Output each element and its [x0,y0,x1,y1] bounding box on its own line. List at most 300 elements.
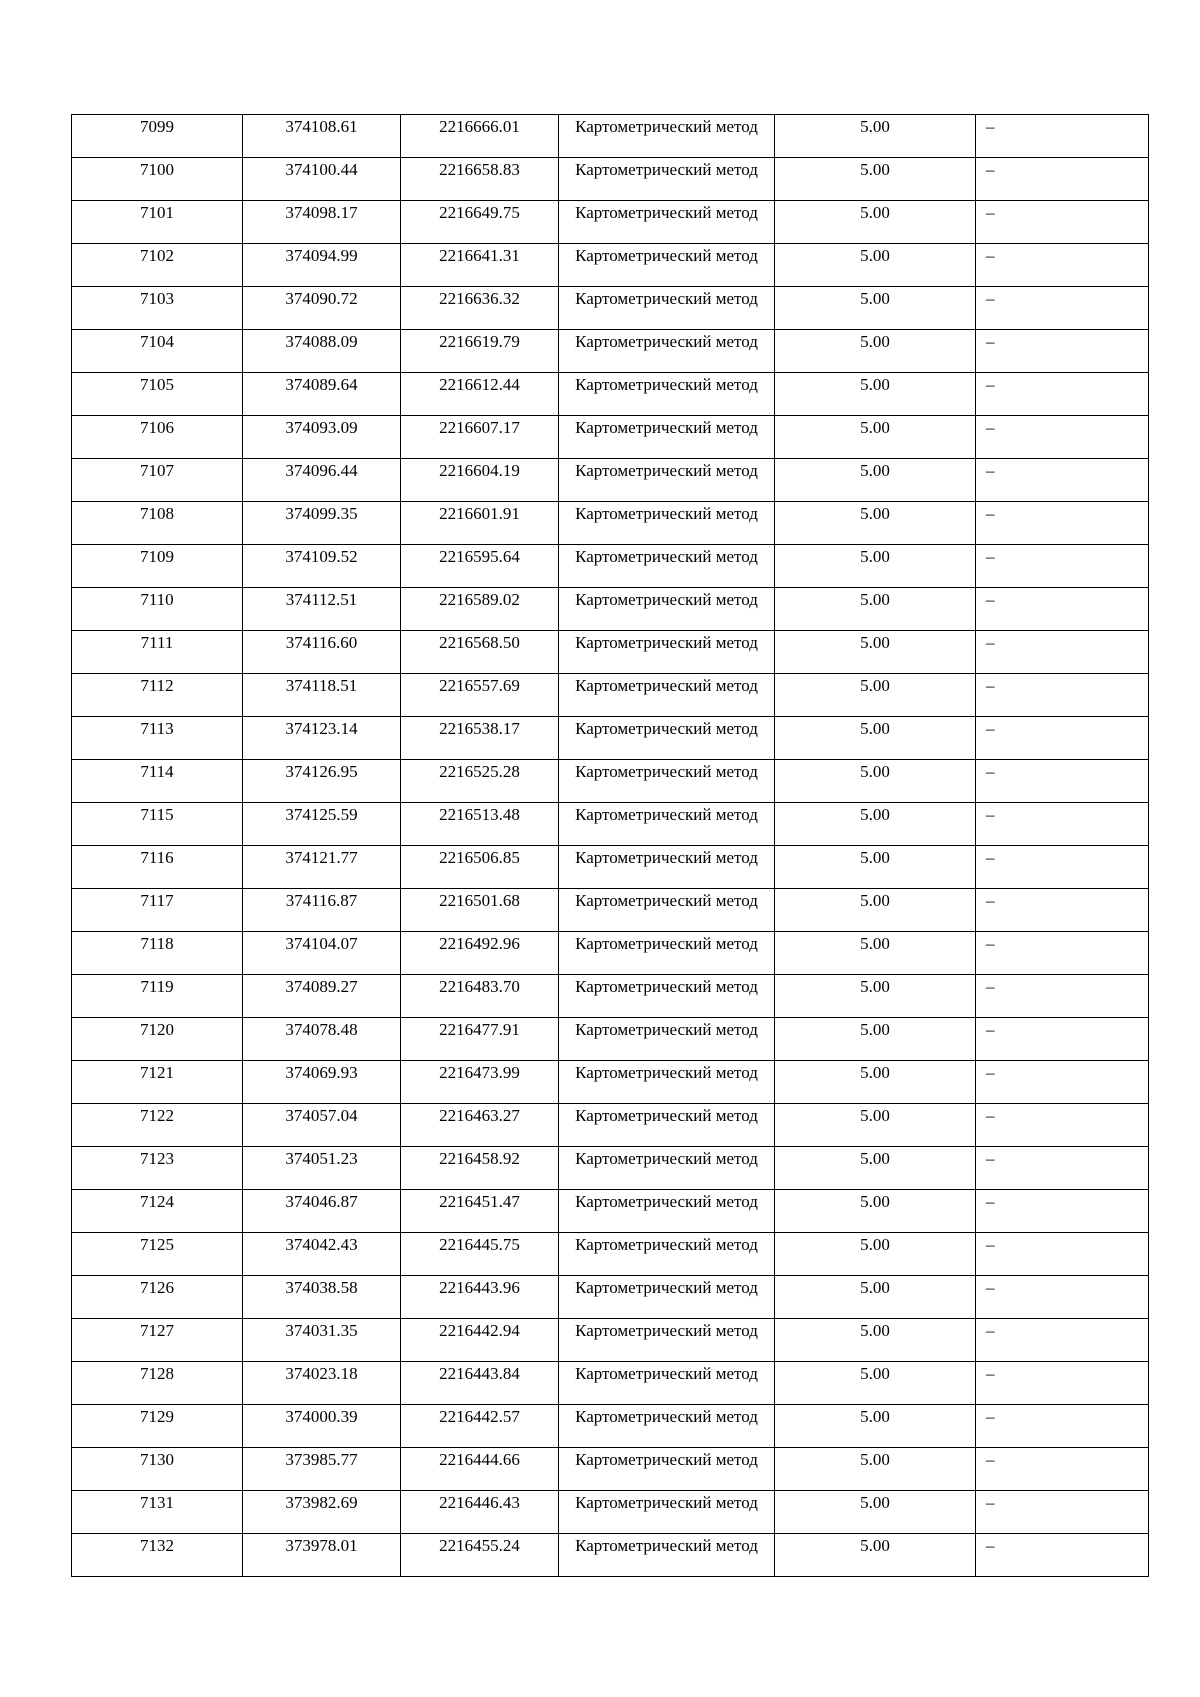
y-coordinate-text: 2216442.57 [439,1407,520,1426]
y-coordinate-cell [401,545,559,588]
method-text: Картометрический метод [575,633,758,652]
coordinates-table-body [72,115,1149,1577]
method-text: Картометрический метод [575,977,758,996]
accuracy-cell [775,1491,976,1534]
accuracy-cell [775,1362,976,1405]
accuracy-text: 5.00 [860,289,890,308]
x-coordinate-text: 374046.87 [285,1192,358,1211]
point-number-cell [72,1362,243,1405]
x-coordinate-text: 373982.69 [285,1493,358,1512]
accuracy-cell [775,1190,976,1233]
x-coordinate-cell [243,1319,401,1362]
table-row [72,502,1149,545]
description-cell [976,459,1149,502]
y-coordinate-text: 2216604.19 [439,461,520,480]
table-row [72,330,1149,373]
method-text: Картометрический метод [575,203,758,222]
y-coordinate-text: 2216666.01 [439,117,520,136]
y-coordinate-text: 2216442.94 [439,1321,520,1340]
accuracy-cell [775,1534,976,1577]
x-coordinate-text: 374078.48 [285,1020,358,1039]
x-coordinate-cell [243,846,401,889]
table-row [72,975,1149,1018]
method-text: Картометрический метод [575,805,758,824]
table-row [72,545,1149,588]
accuracy-text: 5.00 [860,1321,890,1340]
point-number-cell [72,201,243,244]
x-coordinate-cell [243,459,401,502]
x-coordinate-cell [243,803,401,846]
method-cell [559,889,775,932]
point-number-text: 7128 [140,1364,174,1383]
point-number-text: 7131 [140,1493,174,1512]
x-coordinate-cell [243,1190,401,1233]
method-text: Картометрический метод [575,1321,758,1340]
table-row [72,1362,1149,1405]
x-coordinate-cell [243,1233,401,1276]
description-cell [976,1147,1149,1190]
description-text: – [986,332,995,351]
description-cell [976,1362,1149,1405]
accuracy-cell [775,1018,976,1061]
method-text: Картометрический метод [575,1407,758,1426]
description-cell [976,674,1149,717]
table-row [72,373,1149,416]
accuracy-text: 5.00 [860,547,890,566]
point-number-cell [72,1319,243,1362]
accuracy-text: 5.00 [860,1364,890,1383]
accuracy-text: 5.00 [860,1450,890,1469]
description-text: – [986,1106,995,1125]
description-cell [976,846,1149,889]
table-row [72,760,1149,803]
accuracy-cell [775,803,976,846]
x-coordinate-cell [243,416,401,459]
y-coordinate-cell [401,1147,559,1190]
x-coordinate-cell [243,1061,401,1104]
method-text: Картометрический метод [575,1149,758,1168]
x-coordinate-cell [243,889,401,932]
y-coordinate-cell [401,244,559,287]
table-row [72,1104,1149,1147]
point-number-cell [72,1190,243,1233]
x-coordinate-cell [243,1362,401,1405]
method-text: Картометрический метод [575,418,758,437]
x-coordinate-text: 374089.27 [285,977,358,996]
description-text: – [986,590,995,609]
x-coordinate-cell [243,1491,401,1534]
table-row [72,717,1149,760]
y-coordinate-text: 2216619.79 [439,332,520,351]
table-row [72,846,1149,889]
description-cell [976,1534,1149,1577]
accuracy-text: 5.00 [860,203,890,222]
y-coordinate-text: 2216446.43 [439,1493,520,1512]
x-coordinate-text: 374038.58 [285,1278,358,1297]
point-number-text: 7132 [140,1536,174,1555]
description-cell [976,1448,1149,1491]
point-number-text: 7110 [140,590,174,609]
accuracy-cell [775,932,976,975]
y-coordinate-text: 2216601.91 [439,504,520,523]
table-row [72,201,1149,244]
description-text: – [986,891,995,910]
table-row [72,158,1149,201]
point-number-cell [72,932,243,975]
accuracy-text: 5.00 [860,719,890,738]
y-coordinate-cell [401,1362,559,1405]
x-coordinate-text: 374123.14 [285,719,358,738]
method-cell [559,373,775,416]
accuracy-cell [775,1147,976,1190]
method-cell [559,1233,775,1276]
table-row [72,115,1149,158]
y-coordinate-cell [401,330,559,373]
y-coordinate-cell [401,373,559,416]
x-coordinate-text: 374104.07 [285,934,358,953]
description-cell [976,244,1149,287]
point-number-cell [72,760,243,803]
method-text: Картометрический метод [575,1020,758,1039]
table-row [72,803,1149,846]
accuracy-cell [775,287,976,330]
x-coordinate-cell [243,674,401,717]
description-text: – [986,246,995,265]
accuracy-cell [775,588,976,631]
x-coordinate-text: 374089.64 [285,375,358,394]
method-cell [559,1534,775,1577]
accuracy-text: 5.00 [860,418,890,437]
point-number-cell [72,459,243,502]
accuracy-cell [775,889,976,932]
description-cell [976,975,1149,1018]
description-text: – [986,762,995,781]
accuracy-text: 5.00 [860,160,890,179]
y-coordinate-cell [401,1319,559,1362]
description-text: – [986,203,995,222]
accuracy-cell [775,201,976,244]
description-text: – [986,504,995,523]
description-cell [976,1276,1149,1319]
accuracy-cell [775,1104,976,1147]
x-coordinate-cell [243,158,401,201]
table-row [72,674,1149,717]
y-coordinate-cell [401,201,559,244]
point-number-text: 7120 [140,1020,174,1039]
y-coordinate-cell [401,760,559,803]
accuracy-cell [775,330,976,373]
description-text: – [986,375,995,394]
accuracy-text: 5.00 [860,805,890,824]
accuracy-cell [775,674,976,717]
y-coordinate-text: 2216557.69 [439,676,520,695]
method-cell [559,717,775,760]
description-text: – [986,1364,995,1383]
x-coordinate-text: 374125.59 [285,805,358,824]
accuracy-text: 5.00 [860,504,890,523]
x-coordinate-cell [243,1448,401,1491]
description-cell [976,1319,1149,1362]
y-coordinate-text: 2216568.50 [439,633,520,652]
point-number-cell [72,416,243,459]
point-number-text: 7112 [140,676,174,695]
description-cell [976,1104,1149,1147]
y-coordinate-cell [401,674,559,717]
description-text: – [986,676,995,695]
x-coordinate-text: 374093.09 [285,418,358,437]
x-coordinate-text: 374051.23 [285,1149,358,1168]
method-cell [559,1190,775,1233]
description-text: – [986,633,995,652]
table-row [72,287,1149,330]
y-coordinate-cell [401,975,559,1018]
method-text: Картометрический метод [575,1493,758,1512]
point-number-text: 7101 [140,203,174,222]
point-number-text: 7100 [140,160,174,179]
point-number-text: 7117 [140,891,174,910]
method-text: Картометрический метод [575,891,758,910]
x-coordinate-text: 374108.61 [285,117,358,136]
x-coordinate-text: 374100.44 [285,160,358,179]
description-text: – [986,848,995,867]
y-coordinate-text: 2216483.70 [439,977,520,996]
point-number-text: 7121 [140,1063,174,1082]
description-text: – [986,117,995,136]
point-number-cell [72,1405,243,1448]
x-coordinate-cell [243,717,401,760]
y-coordinate-text: 2216513.48 [439,805,520,824]
point-number-cell [72,588,243,631]
method-cell [559,1104,775,1147]
y-coordinate-cell [401,115,559,158]
method-text: Картометрический метод [575,719,758,738]
table-row [72,1276,1149,1319]
method-cell [559,201,775,244]
method-text: Картометрический метод [575,547,758,566]
y-coordinate-text: 2216473.99 [439,1063,520,1082]
x-coordinate-text: 374099.35 [285,504,358,523]
x-coordinate-cell [243,115,401,158]
point-number-text: 7104 [140,332,174,351]
method-cell [559,416,775,459]
y-coordinate-text: 2216501.68 [439,891,520,910]
method-cell [559,158,775,201]
method-cell [559,631,775,674]
x-coordinate-text: 374121.77 [285,848,358,867]
description-cell [976,1491,1149,1534]
method-text: Картометрический метод [575,160,758,179]
point-number-cell [72,244,243,287]
accuracy-text: 5.00 [860,1235,890,1254]
accuracy-text: 5.00 [860,1020,890,1039]
x-coordinate-text: 374098.17 [285,203,358,222]
method-cell [559,674,775,717]
description-text: – [986,1450,995,1469]
point-number-cell [72,846,243,889]
y-coordinate-text: 2216463.27 [439,1106,520,1125]
point-number-text: 7127 [140,1321,174,1340]
accuracy-text: 5.00 [860,1063,890,1082]
point-number-cell [72,1018,243,1061]
y-coordinate-text: 2216649.75 [439,203,520,222]
description-cell [976,1018,1149,1061]
x-coordinate-cell [243,1276,401,1319]
point-number-cell [72,803,243,846]
description-text: – [986,1149,995,1168]
accuracy-text: 5.00 [860,461,890,480]
method-text: Картометрический метод [575,504,758,523]
point-number-cell [72,330,243,373]
table-row [72,631,1149,674]
y-coordinate-cell [401,717,559,760]
y-coordinate-cell [401,287,559,330]
method-text: Картометрический метод [575,1364,758,1383]
point-number-cell [72,373,243,416]
method-text: Картометрический метод [575,1278,758,1297]
accuracy-text: 5.00 [860,676,890,695]
point-number-cell [72,502,243,545]
description-text: – [986,1536,995,1555]
accuracy-text: 5.00 [860,934,890,953]
method-cell [559,1405,775,1448]
y-coordinate-cell [401,1491,559,1534]
table-row [72,588,1149,631]
x-coordinate-cell [243,502,401,545]
point-number-cell [72,717,243,760]
point-number-text: 7103 [140,289,174,308]
y-coordinate-text: 2216607.17 [439,418,520,437]
point-number-cell [72,287,243,330]
y-coordinate-text: 2216451.47 [439,1192,520,1211]
description-cell [976,760,1149,803]
description-text: – [986,418,995,437]
x-coordinate-text: 374031.35 [285,1321,358,1340]
method-cell [559,330,775,373]
description-text: – [986,805,995,824]
y-coordinate-cell [401,1534,559,1577]
description-cell [976,889,1149,932]
y-coordinate-cell [401,932,559,975]
x-coordinate-text: 374090.72 [285,289,358,308]
y-coordinate-cell [401,1104,559,1147]
x-coordinate-cell [243,932,401,975]
method-cell [559,1276,775,1319]
accuracy-text: 5.00 [860,1192,890,1211]
x-coordinate-cell [243,330,401,373]
point-number-cell [72,1147,243,1190]
description-cell [976,1061,1149,1104]
accuracy-cell [775,416,976,459]
x-coordinate-cell [243,373,401,416]
point-number-text: 7106 [140,418,174,437]
y-coordinate-text: 2216589.02 [439,590,520,609]
description-cell [976,373,1149,416]
table-row [72,1319,1149,1362]
accuracy-text: 5.00 [860,246,890,265]
x-coordinate-text: 374109.52 [285,547,358,566]
y-coordinate-cell [401,1018,559,1061]
accuracy-cell [775,1276,976,1319]
y-coordinate-text: 2216443.84 [439,1364,520,1383]
x-coordinate-cell [243,201,401,244]
accuracy-text: 5.00 [860,1536,890,1555]
accuracy-text: 5.00 [860,633,890,652]
y-coordinate-text: 2216445.75 [439,1235,520,1254]
description-cell [976,201,1149,244]
accuracy-cell [775,631,976,674]
table-row [72,1061,1149,1104]
description-text: – [986,1321,995,1340]
x-coordinate-text: 374096.44 [285,461,358,480]
y-coordinate-cell [401,1061,559,1104]
point-number-text: 7116 [140,848,174,867]
method-text: Картометрический метод [575,1450,758,1469]
y-coordinate-text: 2216443.96 [439,1278,520,1297]
table-row [72,932,1149,975]
y-coordinate-cell [401,416,559,459]
description-text: – [986,719,995,738]
point-number-cell [72,975,243,1018]
method-text: Картометрический метод [575,762,758,781]
y-coordinate-text: 2216455.24 [439,1536,520,1555]
table-row [72,1405,1149,1448]
description-cell [976,330,1149,373]
point-number-text: 7123 [140,1149,174,1168]
accuracy-cell [775,1405,976,1448]
x-coordinate-cell [243,1018,401,1061]
accuracy-cell [775,1061,976,1104]
y-coordinate-cell [401,1190,559,1233]
accuracy-text: 5.00 [860,1149,890,1168]
x-coordinate-text: 373978.01 [285,1536,358,1555]
y-coordinate-text: 2216595.64 [439,547,520,566]
point-number-cell [72,1491,243,1534]
point-number-text: 7113 [140,719,174,738]
description-cell [976,502,1149,545]
accuracy-text: 5.00 [860,1278,890,1297]
method-cell [559,846,775,889]
method-cell [559,1448,775,1491]
y-coordinate-cell [401,631,559,674]
accuracy-text: 5.00 [860,375,890,394]
point-number-text: 7115 [140,805,174,824]
description-text: – [986,1407,995,1426]
point-number-cell [72,1104,243,1147]
accuracy-cell [775,545,976,588]
accuracy-cell [775,373,976,416]
y-coordinate-cell [401,889,559,932]
method-cell [559,502,775,545]
table-row [72,244,1149,287]
description-cell [976,287,1149,330]
point-number-text: 7122 [140,1106,174,1125]
method-text: Картометрический метод [575,1106,758,1125]
y-coordinate-text: 2216477.91 [439,1020,520,1039]
description-cell [976,1190,1149,1233]
x-coordinate-text: 374116.60 [285,633,358,652]
point-number-text: 7099 [140,117,174,136]
accuracy-cell [775,846,976,889]
accuracy-text: 5.00 [860,1106,890,1125]
point-number-cell [72,1448,243,1491]
description-text: – [986,1278,995,1297]
accuracy-cell [775,717,976,760]
x-coordinate-text: 374057.04 [285,1106,358,1125]
y-coordinate-text: 2216458.92 [439,1149,520,1168]
point-number-text: 7105 [140,375,174,394]
method-text: Картометрический метод [575,1536,758,1555]
point-number-text: 7114 [140,762,174,781]
